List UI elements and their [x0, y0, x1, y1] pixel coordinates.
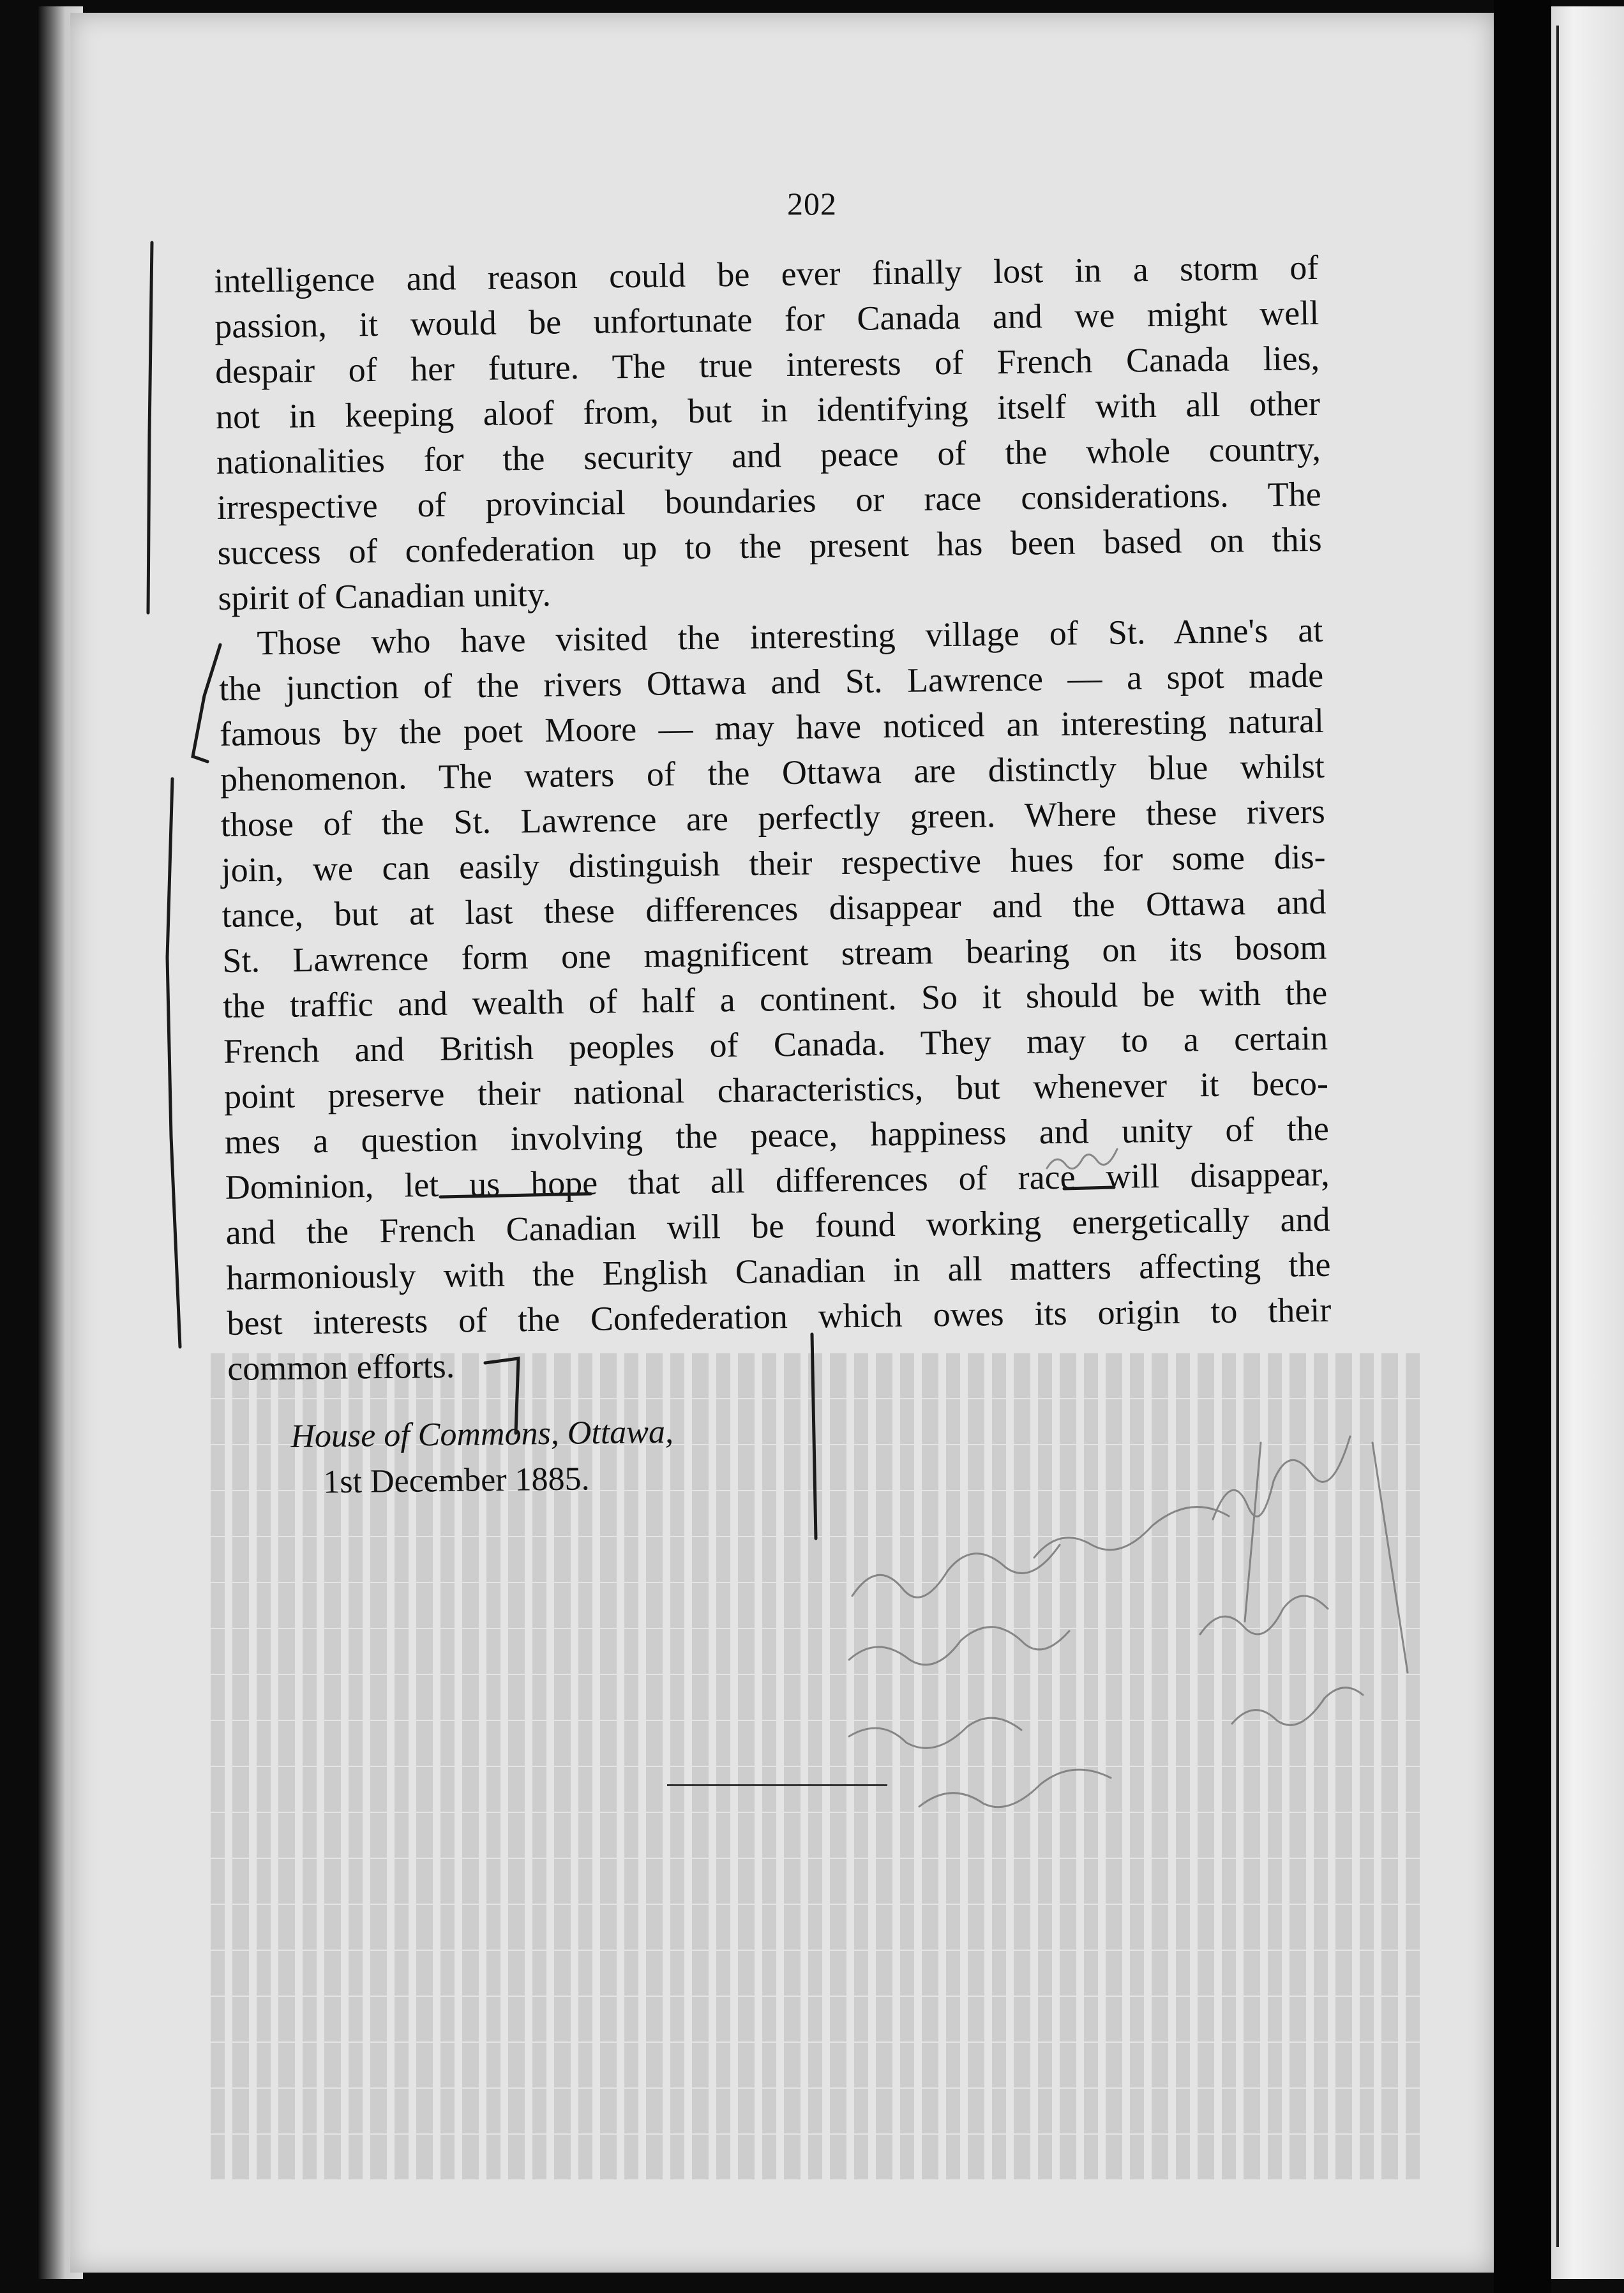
- text-line: tance, but at last these differences disappear and the Ottawa and: [222, 882, 1327, 935]
- paragraph-2: [218, 608, 1332, 1392]
- signature-date: 1st December 1885.: [322, 1461, 590, 1501]
- end-rule: [667, 1784, 887, 1786]
- text-line: Dominion, let us hope that all differences of race will disappear,: [225, 1154, 1330, 1207]
- body-text: [214, 245, 1332, 1392]
- text-line: nationalities for the security and peace of the whole country,: [216, 429, 1321, 481]
- text-line: and the French Canadian will be found working energetically and: [225, 1199, 1330, 1252]
- text-line: French and British peoples of Canada. They may to a certain: [223, 1018, 1328, 1071]
- text-line: common efforts.: [227, 1346, 455, 1388]
- signature-place: House of Commons, Ottawa,: [290, 1413, 674, 1455]
- text-line: famous by the poet Moore — may have noticed an interesting natural: [219, 701, 1325, 753]
- text-line: harmoniously with the English Canadian in all matters affecting the: [226, 1245, 1331, 1297]
- text-line: point preserve their national characteristics, but whenever it beco-: [223, 1064, 1329, 1116]
- text-line: the traffic and wealth of half a continent. So it should be with the: [222, 973, 1328, 1025]
- text-line: despair of her future. The true interests of French Canada lies,: [214, 338, 1320, 391]
- page-number: 202: [787, 186, 837, 222]
- paragraph-1: [214, 245, 1323, 621]
- text-line: Those who have visited the interesting village of St. Anne's at: [256, 610, 1323, 663]
- text-line: success of confederation up to the present has been based on this: [217, 520, 1322, 572]
- text-line: spirit of Canadian unity.: [218, 575, 552, 617]
- text-line: St. Lawrence form one magnificent stream bearing on its bosom: [222, 928, 1327, 980]
- text-line: irrespective of provincial boundaries or race considerations. The: [216, 474, 1322, 527]
- next-page-rule: [1556, 26, 1559, 2247]
- text-line: best interests of the Confederation which owes its origin to their: [227, 1290, 1332, 1342]
- text-line: join, we can easily distinguish their respective hues for some dis-: [221, 837, 1326, 889]
- text-line: the junction of the rivers Ottawa and St. Lawrence — a spot made: [218, 656, 1324, 708]
- text-line: mes a question involving the peace, happiness and unity of the: [224, 1109, 1330, 1161]
- text-line: intelligence and reason could be ever finally lost in a storm of: [214, 248, 1319, 300]
- signature-block: [290, 1410, 674, 1506]
- text-line: not in keeping aloof from, but in identifying itself with all other: [215, 384, 1321, 436]
- next-page-strip: [1551, 6, 1624, 2279]
- text-line: those of the St. Lawrence are perfectly green. Where these rivers: [220, 792, 1326, 844]
- text-line: phenomenon. The waters of the Ottawa are distinctly blue whilst: [220, 746, 1325, 799]
- text-line: passion, it would be unfortunate for Canada and we might well: [214, 293, 1320, 345]
- gutter: [1494, 0, 1551, 2293]
